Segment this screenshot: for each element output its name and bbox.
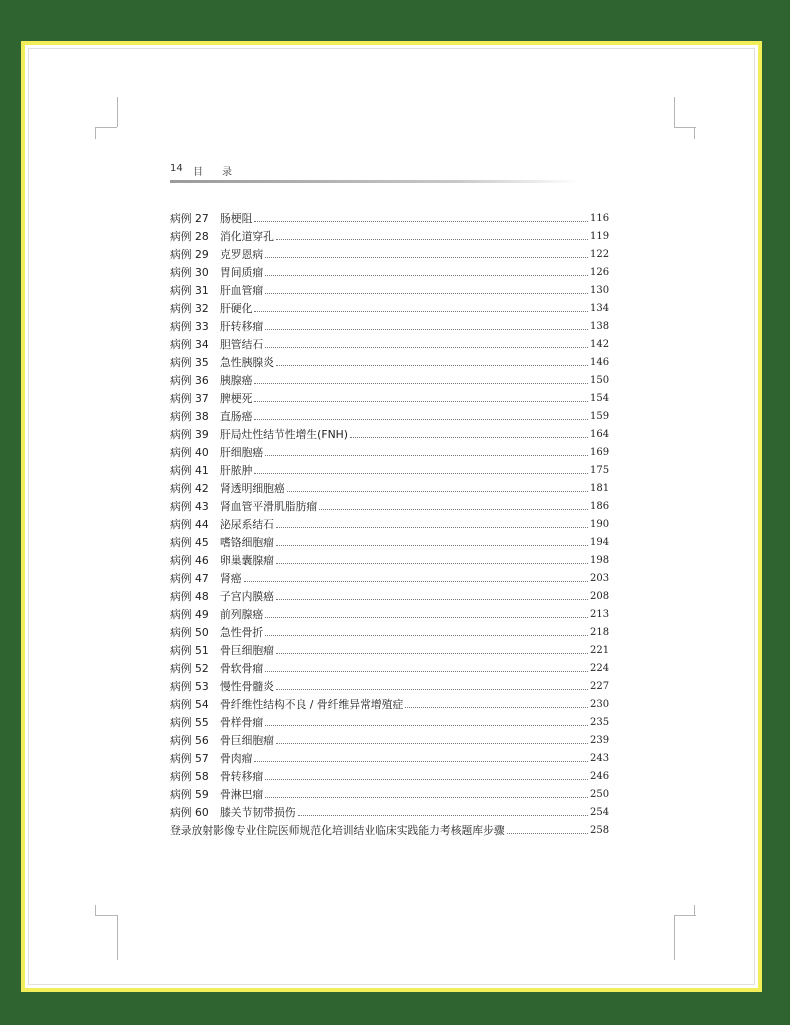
toc-page-number: 250 — [590, 788, 610, 800]
toc-entry[interactable] — [170, 623, 610, 641]
toc-case-number: 病例 41 — [170, 463, 209, 477]
toc-leader-dots — [276, 364, 588, 366]
table-of-contents — [170, 209, 610, 839]
toc-entry-title: 肝脓肿 — [220, 463, 253, 477]
toc-page-number: 254 — [590, 806, 610, 818]
toc-entry[interactable] — [170, 281, 610, 299]
toc-case-number: 病例 54 — [170, 697, 209, 711]
crop-mark — [95, 905, 96, 915]
toc-page-number: 208 — [590, 590, 610, 602]
toc-entry-title: 急性骨折 — [220, 625, 264, 639]
toc-leader-dots — [254, 382, 588, 384]
toc-page-number: 186 — [590, 500, 610, 512]
toc-leader-dots — [287, 490, 588, 492]
toc-case-number: 病例 29 — [170, 247, 209, 261]
toc-page-number: 164 — [590, 428, 610, 440]
toc-leader-dots — [265, 670, 588, 672]
crop-mark — [694, 127, 695, 139]
toc-page-number: 122 — [590, 248, 610, 260]
toc-entry-title: 脾梗死 — [220, 391, 253, 405]
toc-leader-dots — [265, 796, 588, 798]
toc-leader-dots — [254, 418, 588, 420]
toc-page-number: 230 — [590, 698, 610, 710]
toc-leader-dots — [254, 472, 588, 474]
toc-leader-dots — [265, 274, 588, 276]
toc-entry[interactable] — [170, 767, 610, 785]
toc-entry[interactable] — [170, 335, 610, 353]
toc-page-number: 169 — [590, 446, 610, 458]
toc-entry-title: 骨肉瘤 — [220, 751, 253, 765]
header-page-number: 14 — [170, 163, 183, 174]
toc-entry-title: 消化道穿孔 — [220, 229, 274, 243]
toc-case-number: 病例 50 — [170, 625, 209, 639]
toc-leader-dots — [265, 778, 588, 780]
toc-case-number: 病例 34 — [170, 337, 209, 351]
toc-entry-title: 肠梗阻 — [220, 211, 253, 225]
toc-page-number: 134 — [590, 302, 610, 314]
crop-mark — [674, 97, 675, 127]
toc-entry[interactable] — [170, 497, 610, 515]
toc-case-number: 病例 59 — [170, 787, 209, 801]
toc-leader-dots — [265, 328, 588, 330]
toc-case-number: 病例 52 — [170, 661, 209, 675]
toc-leader-dots — [265, 292, 588, 294]
toc-entry[interactable] — [170, 209, 610, 227]
toc-entry[interactable] — [170, 479, 610, 497]
header-title-char: 目 — [193, 167, 203, 178]
toc-entry[interactable] — [170, 263, 610, 281]
crop-mark — [95, 127, 96, 139]
crop-mark — [95, 127, 117, 128]
toc-page-number: 175 — [590, 464, 610, 476]
toc-page-number: 159 — [590, 410, 610, 422]
toc-entry-title: 肾血管平滑肌脂肪瘤 — [220, 499, 318, 513]
toc-case-number: 病例 35 — [170, 355, 209, 369]
toc-page-number: 126 — [590, 266, 610, 278]
toc-case-number: 病例 37 — [170, 391, 209, 405]
toc-case-number: 病例 27 — [170, 211, 209, 225]
toc-entry-title: 前列腺癌 — [220, 607, 264, 621]
toc-case-number: 病例 48 — [170, 589, 209, 603]
toc-leader-dots — [319, 508, 588, 510]
toc-entry-title: 胃间质瘤 — [220, 265, 264, 279]
toc-entry[interactable] — [170, 551, 610, 569]
toc-entry-title: 肝血管瘤 — [220, 283, 264, 297]
toc-entry[interactable] — [170, 533, 610, 551]
toc-entry[interactable] — [170, 785, 610, 803]
toc-page-number: 130 — [590, 284, 610, 296]
toc-entry-title: 卵巢囊腺瘤 — [220, 553, 274, 567]
toc-leader-dots — [350, 436, 588, 438]
toc-leader-dots — [254, 310, 588, 312]
toc-entry-title: 骨淋巴瘤 — [220, 787, 264, 801]
toc-entry-title: 骨纤维性结构不良 / 骨纤维异常增殖症 — [220, 697, 404, 711]
toc-entry[interactable] — [170, 713, 610, 731]
toc-entry[interactable] — [170, 461, 610, 479]
toc-case-number: 病例 58 — [170, 769, 209, 783]
toc-case-number: 病例 31 — [170, 283, 209, 297]
toc-page-number: 203 — [590, 572, 610, 584]
toc-leader-dots — [265, 724, 588, 726]
toc-case-number: 病例 47 — [170, 571, 209, 585]
toc-leader-dots — [244, 580, 588, 582]
toc-entry[interactable] — [170, 425, 610, 443]
toc-entry[interactable] — [170, 407, 610, 425]
toc-entry[interactable] — [170, 749, 610, 767]
toc-case-number: 病例 43 — [170, 499, 209, 513]
crop-mark — [674, 915, 675, 960]
toc-entry-title: 胆管结石 — [220, 337, 264, 351]
toc-page-number: 221 — [590, 644, 610, 656]
toc-entry[interactable] — [170, 659, 610, 677]
toc-case-number: 病例 33 — [170, 319, 209, 333]
toc-entry-title: 登录放射影像专业住院医师规范化培训结业临床实践能力考核题库步骤 — [170, 823, 505, 837]
toc-page-number: 194 — [590, 536, 610, 548]
toc-page-number: 181 — [590, 482, 610, 494]
crop-mark — [117, 97, 118, 127]
toc-entry-title: 骨软骨瘤 — [220, 661, 264, 675]
toc-case-number: 病例 60 — [170, 805, 209, 819]
toc-page-number: 146 — [590, 356, 610, 368]
toc-entry[interactable] — [170, 605, 610, 623]
toc-leader-dots — [254, 220, 588, 222]
toc-case-number: 病例 44 — [170, 517, 209, 531]
toc-leader-dots — [298, 814, 588, 816]
toc-entry[interactable] — [170, 443, 610, 461]
toc-case-number: 病例 32 — [170, 301, 209, 315]
toc-entry[interactable] — [170, 695, 610, 713]
toc-page-number: 198 — [590, 554, 610, 566]
toc-entry[interactable] — [170, 569, 610, 587]
toc-page-number: 224 — [590, 662, 610, 674]
toc-entry[interactable] — [170, 389, 610, 407]
toc-leader-dots — [507, 832, 588, 834]
toc-entry-title: 克罗恩病 — [220, 247, 264, 261]
toc-case-number: 病例 51 — [170, 643, 209, 657]
crop-mark — [117, 915, 118, 960]
toc-leader-dots — [276, 526, 588, 528]
toc-page-number: 138 — [590, 320, 610, 332]
toc-entry[interactable] — [170, 677, 610, 695]
toc-leader-dots — [276, 742, 588, 744]
toc-page-number: 235 — [590, 716, 610, 728]
toc-case-number: 病例 36 — [170, 373, 209, 387]
toc-leader-dots — [276, 562, 588, 564]
toc-entry-title: 泌尿系结石 — [220, 517, 274, 531]
toc-case-number: 病例 55 — [170, 715, 209, 729]
running-header — [170, 163, 590, 185]
toc-case-number: 病例 28 — [170, 229, 209, 243]
toc-page-number: 218 — [590, 626, 610, 638]
toc-leader-dots — [265, 256, 588, 258]
toc-page-number: 246 — [590, 770, 610, 782]
toc-case-number: 病例 40 — [170, 445, 209, 459]
toc-page-number: 116 — [590, 212, 610, 224]
crop-mark — [674, 915, 696, 916]
toc-entry-title: 子宫内膜癌 — [220, 589, 274, 603]
toc-entry-title: 骨转移瘤 — [220, 769, 264, 783]
toc-entry-title: 胰腺癌 — [220, 373, 253, 387]
toc-page-number: 119 — [590, 230, 610, 242]
crop-mark — [694, 905, 695, 915]
toc-page-number: 154 — [590, 392, 610, 404]
toc-leader-dots — [276, 652, 588, 654]
toc-entry-title: 肾癌 — [220, 571, 242, 585]
toc-page-number: 258 — [590, 824, 610, 836]
toc-entry[interactable] — [170, 299, 610, 317]
toc-case-number: 病例 45 — [170, 535, 209, 549]
toc-case-number: 病例 53 — [170, 679, 209, 693]
toc-entry-title: 骨巨细胞瘤 — [220, 643, 274, 657]
toc-case-number: 病例 57 — [170, 751, 209, 765]
crop-mark — [95, 915, 117, 916]
toc-page-number: 213 — [590, 608, 610, 620]
toc-entry-title: 膝关节韧带损伤 — [220, 805, 296, 819]
toc-entry-title: 嗜铬细胞瘤 — [220, 535, 274, 549]
toc-leader-dots — [254, 760, 588, 762]
toc-entry-title: 肝细胞癌 — [220, 445, 264, 459]
toc-leader-dots — [276, 598, 588, 600]
toc-entry[interactable] — [170, 371, 610, 389]
toc-entry[interactable] — [170, 641, 610, 659]
crop-mark — [674, 127, 696, 128]
toc-case-number: 病例 30 — [170, 265, 209, 279]
toc-entry-title: 肝局灶性结节性增生(FNH) — [220, 427, 349, 441]
toc-leader-dots — [265, 454, 588, 456]
toc-leader-dots — [265, 616, 588, 618]
toc-entry-title: 肾透明细胞癌 — [220, 481, 285, 495]
toc-entry[interactable] — [170, 515, 610, 533]
toc-entry[interactable] — [170, 821, 610, 839]
toc-entry-title: 骨巨细胞瘤 — [220, 733, 274, 747]
toc-leader-dots — [276, 688, 588, 690]
toc-entry[interactable] — [170, 317, 610, 335]
toc-leader-dots — [405, 706, 588, 708]
toc-case-number: 病例 42 — [170, 481, 209, 495]
toc-entry[interactable] — [170, 353, 610, 371]
toc-entry[interactable] — [170, 731, 610, 749]
header-title-char: 录 — [222, 167, 232, 178]
toc-entry[interactable] — [170, 227, 610, 245]
toc-case-number: 病例 49 — [170, 607, 209, 621]
toc-leader-dots — [254, 400, 588, 402]
toc-page-number: 150 — [590, 374, 610, 386]
toc-entry-title: 急性胰腺炎 — [220, 355, 274, 369]
toc-page-number: 243 — [590, 752, 610, 764]
toc-leader-dots — [265, 346, 588, 348]
toc-page-number: 190 — [590, 518, 610, 530]
toc-leader-dots — [276, 544, 588, 546]
toc-case-number: 病例 39 — [170, 427, 209, 441]
toc-entry-title: 直肠癌 — [220, 409, 253, 423]
toc-entry-title: 骨样骨瘤 — [220, 715, 264, 729]
toc-page-number: 239 — [590, 734, 610, 746]
toc-entry-title: 肝转移瘤 — [220, 319, 264, 333]
toc-entry[interactable] — [170, 245, 610, 263]
header-rule — [170, 180, 580, 183]
toc-case-number: 病例 56 — [170, 733, 209, 747]
toc-case-number: 病例 38 — [170, 409, 209, 423]
toc-entry-title: 慢性骨髓炎 — [220, 679, 274, 693]
toc-entry-title: 肝硬化 — [220, 301, 253, 315]
toc-case-number: 病例 46 — [170, 553, 209, 567]
toc-page-number: 227 — [590, 680, 610, 692]
toc-page-number: 142 — [590, 338, 610, 350]
toc-leader-dots — [276, 238, 588, 240]
toc-entry[interactable] — [170, 587, 610, 605]
toc-entry[interactable] — [170, 803, 610, 821]
toc-leader-dots — [265, 634, 588, 636]
